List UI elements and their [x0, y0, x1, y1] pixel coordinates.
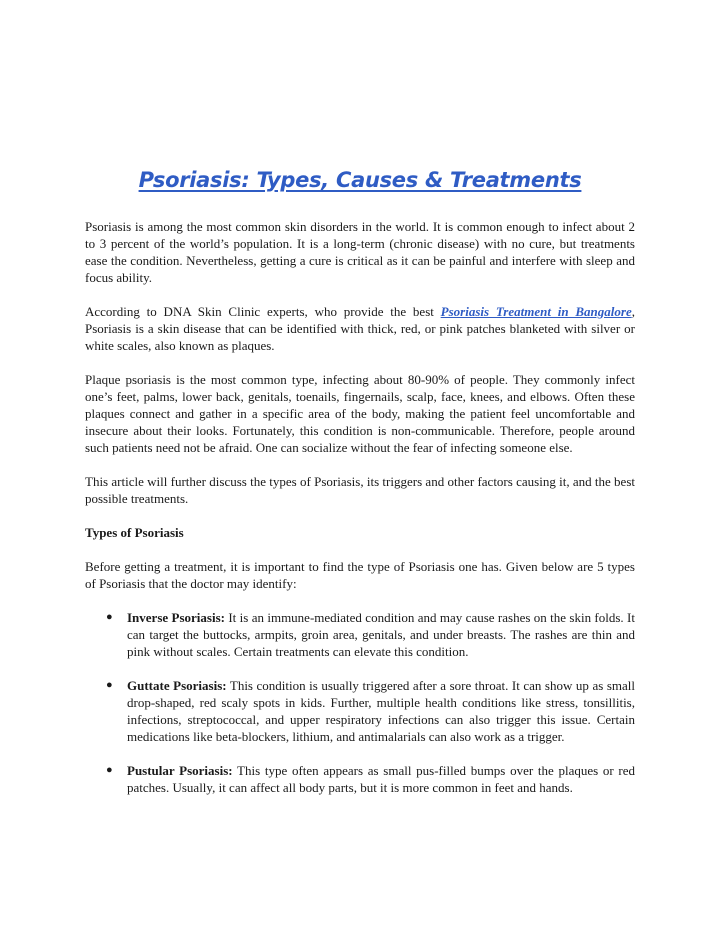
type-term: Pustular Psoriasis:	[127, 763, 233, 778]
clinic-paragraph	[85, 303, 635, 354]
intro-paragraph: Psoriasis is among the most common skin disorders in the world. It is common enough to infect about 2 to 3 percent of the world’s population. It is a long-term (chronic disease) with no cure, but treatments ease the condition. Nevertheless, getting a cure is critical as it can be painful and interfere with sleep and focus ability.	[85, 219, 635, 285]
type-term: Inverse Psoriasis:	[127, 610, 225, 625]
list-item	[85, 677, 635, 745]
clinic-paragraph-lead: According to DNA Skin Clinic experts, who provide the best	[85, 304, 441, 319]
types-list	[85, 609, 635, 796]
plaque-paragraph: Plaque psoriasis is the most common type, infecting about 80-90% of people. They commonly infect one’s feet, palms, lower back, genitals, toenails, fingernails, scalp, face, knees, and elbows. Often these plaques connect and gather in a specific area of the body, making the patient feel uncomfortable and insecure about their looks. Fortunately, this condition is non-communicable. Therefore, people around such patients need not be afraid. One can socialize without the fear of infecting someone else.	[85, 372, 635, 455]
type-description: This condition is usually triggered after a sore throat. It can show up as small drop-shaped, red scaly spots in kids. Further, multiple health conditions like stress, tonsillitis, infections, streptococcal, and upper respiratory infections can also trigger this issue. Certain medications like beta-blockers, lithium, and antimalarials can also work as a trigger.	[127, 678, 635, 744]
article-overview-paragraph: This article will further discuss the types of Psoriasis, its triggers and other factors causing it, and the best possible treatments.	[85, 474, 635, 506]
type-term: Guttate Psoriasis:	[127, 678, 227, 693]
bullet-icon: ●	[106, 611, 113, 623]
psoriasis-treatment-link[interactable]: Psoriasis Treatment in Bangalore	[440, 304, 632, 319]
types-heading: Types of Psoriasis	[85, 525, 184, 540]
clinic-paragraph-rest: , Psoriasis is a skin disease that can be identified with thick, red, or pink patches blanketed with silver or white scales, also known as plaques.	[85, 304, 635, 353]
types-intro-paragraph: Before getting a treatment, it is important to find the type of Psoriasis one has. Given below are 5 types of Psoriasis that the doctor may identify:	[85, 559, 635, 591]
bullet-icon: ●	[106, 764, 113, 776]
bullet-icon: ●	[106, 679, 113, 691]
list-item	[85, 609, 635, 660]
type-description: This type often appears as small pus-filled bumps over the plaques or red patches. Usually, it can affect all body parts, but it is more common in feet and hands.	[127, 763, 635, 795]
list-item	[85, 762, 635, 796]
document-title: Psoriasis: Types, Causes & Treatments	[138, 168, 582, 192]
document-body	[85, 218, 635, 813]
type-description: It is an immune-mediated condition and may cause rashes on the skin folds. It can target the buttocks, armpits, groin area, genitals, and under breasts. The rashes are thin and pink without scales. Certain treatments can elevate this condition.	[127, 610, 635, 659]
